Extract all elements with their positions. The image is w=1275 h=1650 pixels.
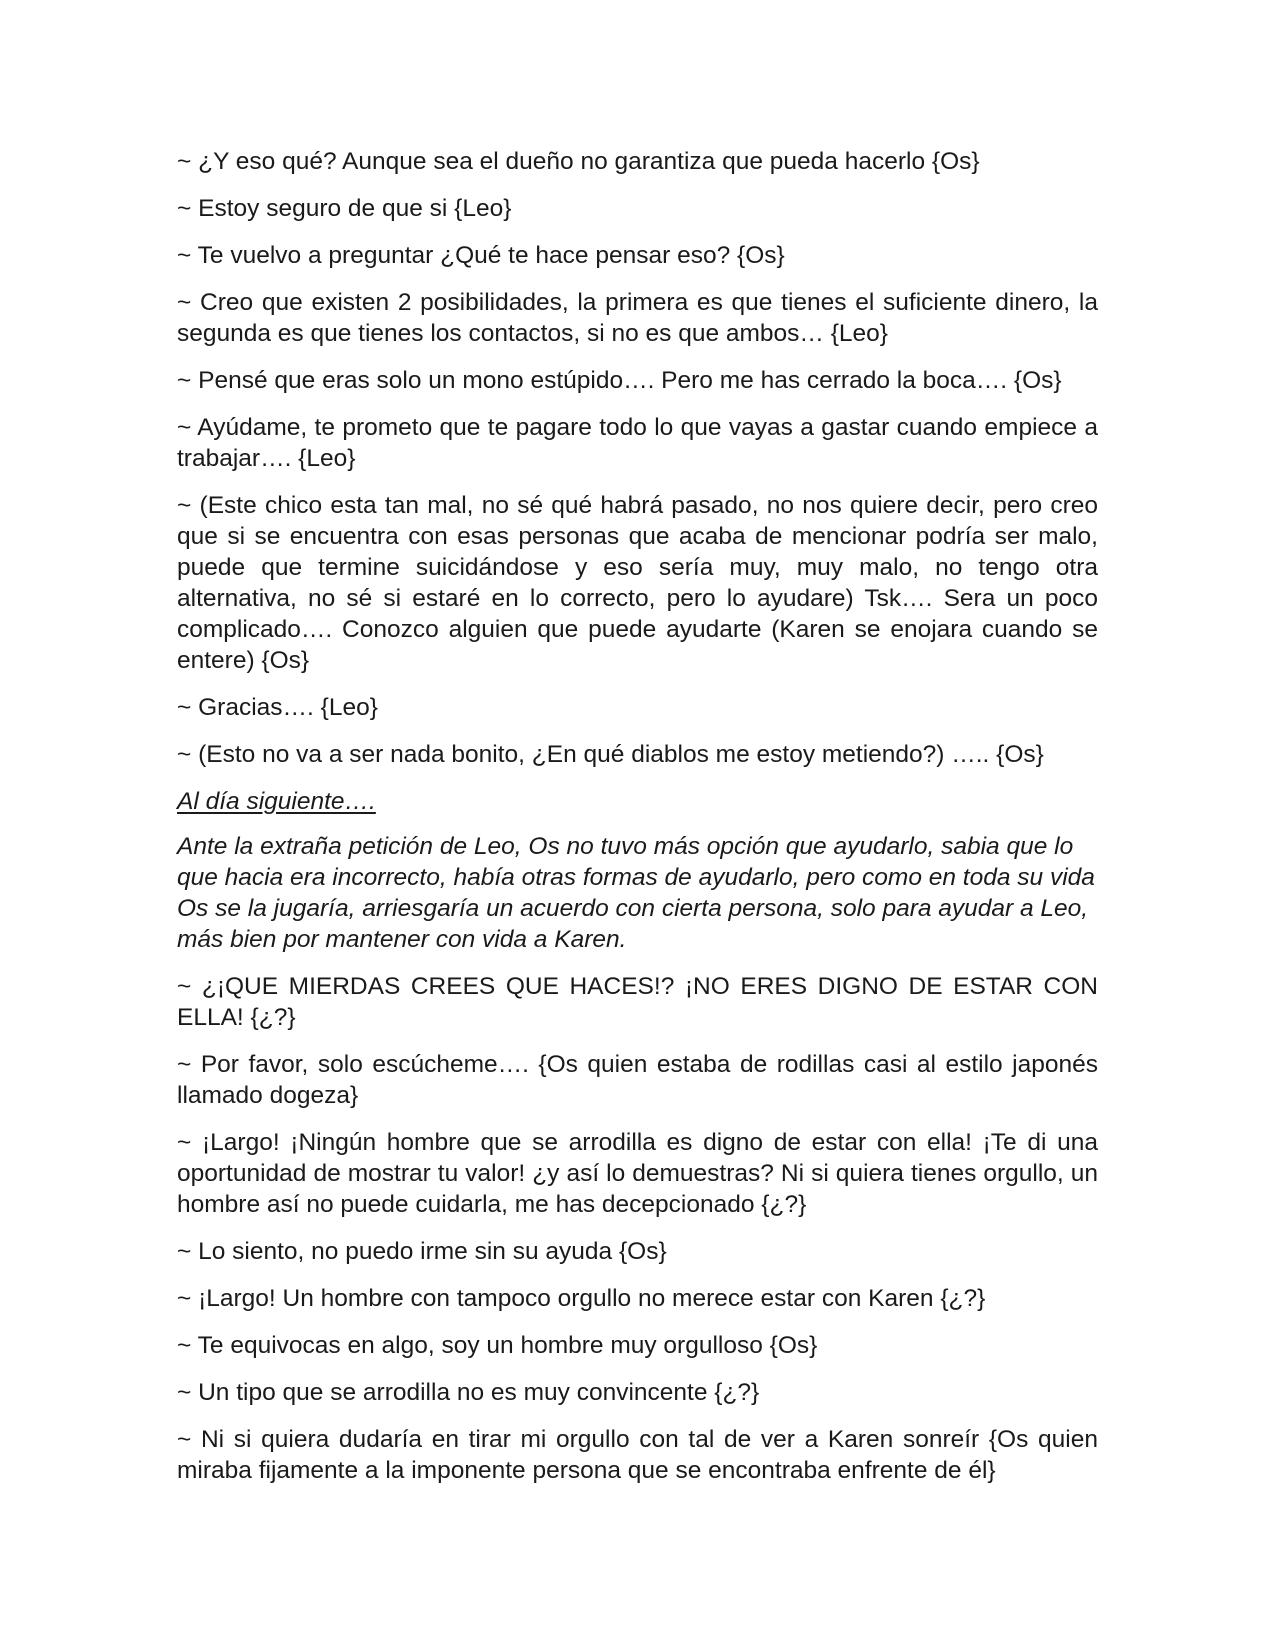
- dialogue-line: ~ ¡Largo! ¡Ningún hombre que se arrodilla es digno de estar con ella! ¡Te di una oportunidad de mostrar tu valor! ¿y así lo demuestras? Ni si quiera tienes orgullo, un hombre así no puede cuidarla, me has decepcionado {¿?}: [177, 1129, 1098, 1218]
- dialogue-line: ~ (Esto no va a ser nada bonito, ¿En qué diablos me estoy metiendo?) ….. {Os}: [177, 741, 1044, 768]
- dialogue-line: ~ Te equivocas en algo, soy un hombre muy orgulloso {Os}: [177, 1332, 818, 1359]
- dialogue-line: ~ Ni si quiera dudaría en tirar mi orgullo con tal de ver a Karen sonreír {Os quien miraba fijamente a la imponente persona que se encontraba enfrente de él}: [177, 1426, 1098, 1484]
- dialogue-line: ~ Lo siento, no puedo irme sin su ayuda {Os}: [177, 1238, 667, 1265]
- document-body: [177, 146, 1098, 1502]
- dialogue-line: ~ Gracias…. {Leo}: [177, 694, 378, 721]
- dialogue-line: ~ Estoy seguro de que si {Leo}: [177, 195, 512, 222]
- narration-paragraph: Ante la extraña petición de Leo, Os no tuvo más opción que ayudarlo, sabia que lo que hacia era incorrecto, había otras formas de ayudarlo, pero como en toda su vida Os se la jugaría, arriesgaría un acuerdo con cierta persona, solo para ayudar a Leo, más bien por mantener con vida a Karen.: [177, 833, 1095, 953]
- section-heading: Al día siguiente….: [177, 788, 376, 815]
- dialogue-line: ~ Un tipo que se arrodilla no es muy convincente {¿?}: [177, 1379, 760, 1406]
- dialogue-line: ~ Pensé que eras solo un mono estúpido…. Pero me has cerrado la boca…. {Os}: [177, 367, 1062, 394]
- dialogue-line: ~ Te vuelvo a preguntar ¿Qué te hace pensar eso? {Os}: [177, 242, 785, 269]
- dialogue-line: ~ Por favor, solo escúcheme…. {Os quien estaba de rodillas casi al estilo japonés llamado dogeza}: [177, 1051, 1098, 1109]
- dialogue-line: ~ ¿¡QUE MIERDAS CREES QUE HACES!? ¡NO ERES DIGNO DE ESTAR CON ELLA! {¿?}: [177, 973, 1098, 1031]
- dialogue-line: ~ (Este chico esta tan mal, no sé qué habrá pasado, no nos quiere decir, pero creo que si se encuentra con esas personas que acaba de mencionar podría ser malo, puede que termine suicidándose y eso sería muy, muy malo, no tengo otra alternativa, no sé si estaré en lo correcto, pero lo ayudare) Tsk…. Sera un poco complicado…. Conozco alguien que puede ayudarte (Karen se enojara cuando se entere) {Os}: [177, 492, 1098, 674]
- dialogue-line: ~ Creo que existen 2 posibilidades, la primera es que tienes el suficiente dinero, la segunda es que tienes los contactos, si no es que ambos… {Leo}: [177, 289, 1098, 347]
- dialogue-line: ~ ¿Y eso qué? Aunque sea el dueño no garantiza que pueda hacerlo {Os}: [177, 148, 980, 175]
- dialogue-line: ~ ¡Largo! Un hombre con tampoco orgullo no merece estar con Karen {¿?}: [177, 1285, 986, 1312]
- dialogue-line: ~ Ayúdame, te prometo que te pagare todo lo que vayas a gastar cuando empiece a trabajar…. {Leo}: [177, 414, 1098, 472]
